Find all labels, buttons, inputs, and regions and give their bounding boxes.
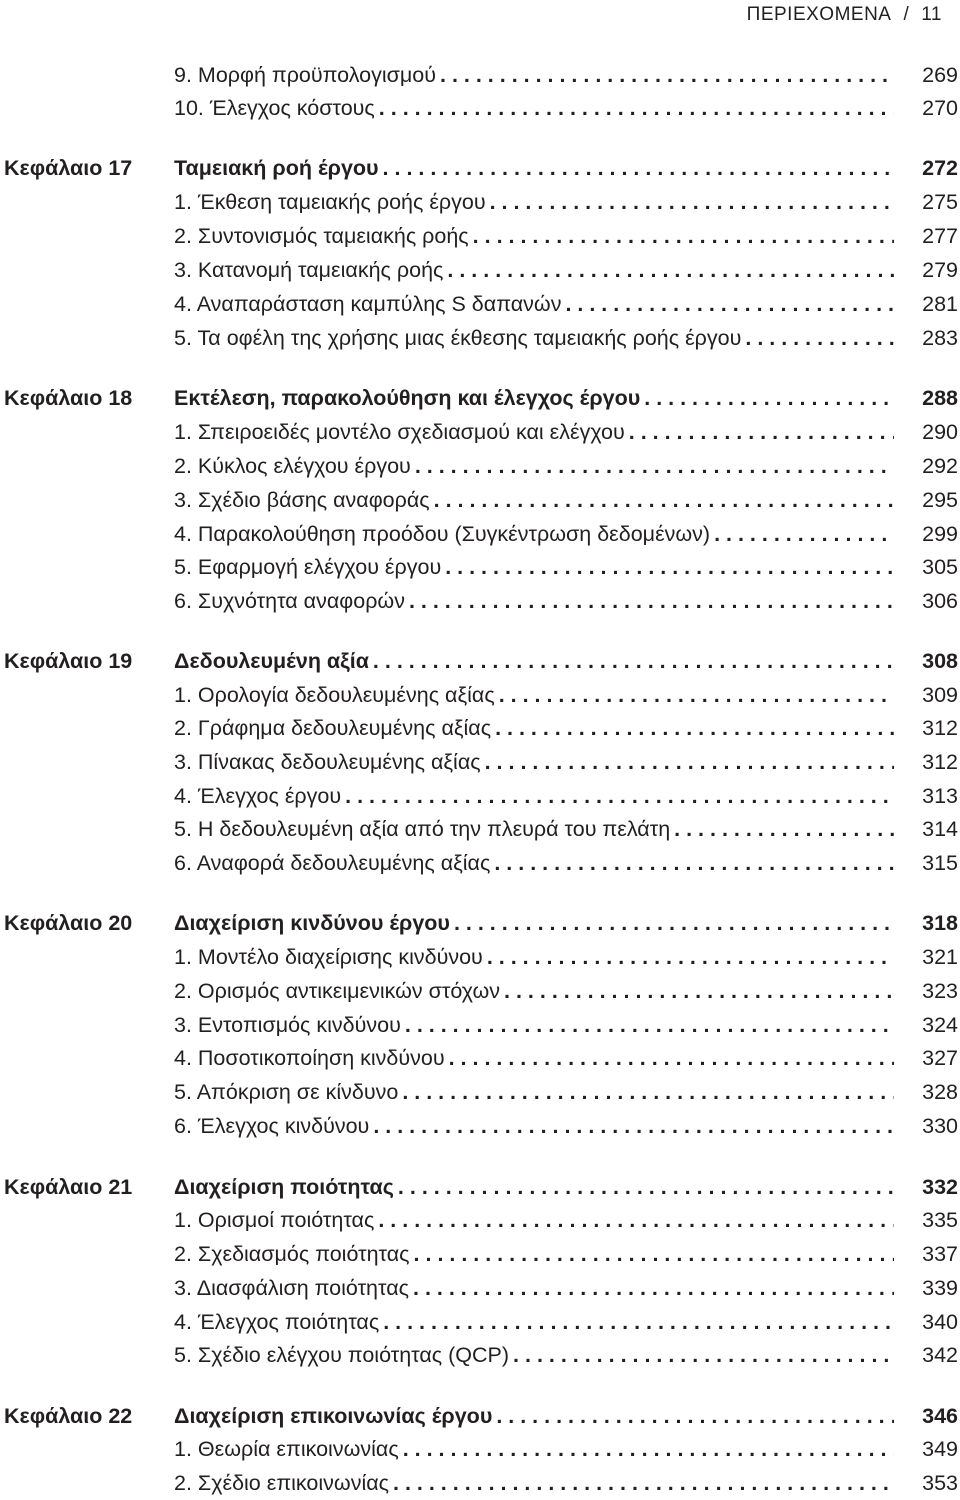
dot-leader: [490, 187, 894, 217]
dot-leader: [414, 1239, 894, 1269]
entry-page-number: 323: [922, 979, 958, 1003]
dot-leader: [504, 976, 894, 1006]
entry-title: 1. Ορισμοί ποιότητας: [174, 1208, 375, 1232]
toc-section-row: [0, 451, 960, 481]
entry-title: Διαχείριση κινδύνου έργου: [174, 911, 450, 935]
entry-page-number: 309: [922, 683, 958, 707]
toc-entry: [174, 485, 894, 515]
dot-leader: [378, 1205, 894, 1235]
toc-chapter-row: [0, 383, 960, 413]
entry-page-number: 312: [922, 716, 958, 740]
dot-leader: [413, 1273, 894, 1303]
toc-section-row: [0, 680, 960, 710]
entry-title: 4. Έλεγχος έργου: [174, 784, 342, 808]
dot-leader: [644, 383, 894, 413]
dot-leader: [415, 451, 894, 481]
dot-leader: [447, 255, 894, 285]
entry-title: Δεδουλευμένη αξία: [174, 649, 369, 673]
entry-title: 5. Εφαρμογή ελέγχου έργου: [174, 555, 442, 579]
entry-page-number: 295: [922, 488, 958, 512]
toc-section-row: [0, 1468, 960, 1498]
toc-entry: [174, 908, 894, 938]
entry-page-number: 277: [922, 224, 958, 248]
dot-leader: [409, 586, 894, 616]
entry-title: 6. Έλεγχος κινδύνου: [174, 1114, 370, 1138]
toc-section-row: [0, 1239, 960, 1269]
toc-entry: [174, 1172, 894, 1202]
entry-title: 1. Σπειροειδές μοντέλο σχεδιασμού και ελέγχου: [174, 420, 625, 444]
entry-page-number: 346: [922, 1404, 958, 1428]
toc-section-row: [0, 976, 960, 1006]
dot-leader: [440, 60, 894, 90]
dot-leader: [499, 680, 894, 710]
entry-title: 2. Κύκλος ελέγχου έργου: [174, 454, 411, 478]
toc-entry: [174, 417, 894, 447]
entry-page-number: 342: [922, 1343, 958, 1367]
entry-title: 3. Εντοπισμός κινδύνου: [174, 1013, 401, 1037]
dot-leader: [445, 552, 894, 582]
entry-title: Εκτέλεση, παρακολούθηση και έλεγχος έργου: [174, 386, 641, 410]
toc-chapter-row: [0, 1172, 960, 1202]
entry-page-number: 332: [922, 1175, 958, 1199]
toc-section-row: [0, 519, 960, 549]
toc-entry: [174, 1468, 894, 1498]
toc-section-row: [0, 1043, 960, 1073]
chapter-label: Κεφάλαιο 18: [4, 386, 133, 410]
dot-leader: [454, 908, 894, 938]
entry-title: 5. Η δεδουλευμένη αξία από την πλευρά του πελάτη: [174, 817, 671, 841]
toc-section-row: [0, 713, 960, 743]
toc-section-row: [0, 552, 960, 582]
entry-title: 1. Θεωρία επικοινωνίας: [174, 1437, 399, 1461]
toc-entry: [174, 814, 894, 844]
entry-page-number: 314: [922, 817, 958, 841]
dot-leader: [383, 1307, 894, 1337]
toc-entry: [174, 1010, 894, 1040]
toc-entry: [174, 781, 894, 811]
entry-page-number: 283: [922, 326, 958, 350]
dot-leader: [494, 848, 894, 878]
dot-leader: [402, 1077, 894, 1107]
toc-entry: [174, 1239, 894, 1269]
dot-leader: [473, 221, 894, 251]
header-separator: /: [903, 4, 910, 25]
toc-section-row: [0, 289, 960, 319]
dot-leader: [373, 646, 894, 676]
toc-section-row: [0, 1010, 960, 1040]
entry-page-number: 272: [922, 156, 958, 180]
entry-page-number: 340: [922, 1310, 958, 1334]
entry-page-number: 292: [922, 454, 958, 478]
toc-entry: [174, 221, 894, 251]
entry-title: 4. Παρακολούθηση προόδου (Συγκέντρωση δεδομένων): [174, 522, 711, 546]
toc-section-row: [0, 1307, 960, 1337]
toc-entry: [174, 153, 894, 183]
entry-page-number: 269: [922, 63, 958, 87]
dot-leader: [383, 153, 894, 183]
entry-title: 2. Σχέδιο επικοινωνίας: [174, 1471, 390, 1495]
toc-entry: [174, 1043, 894, 1073]
toc-section-row: [0, 221, 960, 251]
toc-entry: [174, 60, 894, 90]
entry-title: 1. Έκθεση ταμειακής ροής έργου: [174, 190, 486, 214]
toc-entry: [174, 586, 894, 616]
toc-entry: [174, 255, 894, 285]
toc-chapter-row: [0, 153, 960, 183]
entry-page-number: 305: [922, 555, 958, 579]
toc-entry: [174, 451, 894, 481]
toc-chapter-row: [0, 646, 960, 676]
dot-leader: [345, 781, 894, 811]
entry-page-number: 337: [922, 1242, 958, 1266]
entry-page-number: 281: [922, 292, 958, 316]
toc-entry: [174, 713, 894, 743]
dot-leader: [405, 1010, 894, 1040]
entry-page-number: 275: [922, 190, 958, 214]
toc-section-row: [0, 848, 960, 878]
entry-title: Διαχείριση επικοινωνίας έργου: [174, 1404, 493, 1428]
toc-entry: [174, 93, 894, 123]
toc-section-row: [0, 417, 960, 447]
toc-entry: [174, 519, 894, 549]
entry-page-number: 306: [922, 589, 958, 613]
entry-title: 3. Πίνακας δεδουλευμένης αξίας: [174, 750, 481, 774]
dot-leader: [403, 1434, 894, 1464]
entry-title: 9. Μορφή προϋπολογισμού: [174, 63, 437, 87]
dot-leader: [629, 417, 894, 447]
toc-entry: [174, 747, 894, 777]
dot-leader: [745, 323, 894, 353]
entry-page-number: 330: [922, 1114, 958, 1138]
toc-section-row: [0, 187, 960, 217]
entry-title: 1. Ορολογία δεδουλευμένης αξίας: [174, 683, 495, 707]
toc-section-row: [0, 1273, 960, 1303]
entry-title: 6. Αναφορά δεδουλευμένης αξίας: [174, 851, 491, 875]
entry-title: 2. Συντονισμός ταμειακής ροής: [174, 224, 469, 248]
toc-entry: [174, 187, 894, 217]
toc-chapter-row: [0, 908, 960, 938]
toc-entry: [174, 383, 894, 413]
toc-entry: [174, 1077, 894, 1107]
toc-section-row: [0, 485, 960, 515]
entry-title: 4. Έλεγχος ποιότητας: [174, 1310, 380, 1334]
dot-leader: [485, 747, 894, 777]
toc-section-row: [0, 1077, 960, 1107]
dot-leader: [487, 942, 894, 972]
toc-entry: [174, 646, 894, 676]
chapter-label: Κεφάλαιο 21: [4, 1175, 133, 1199]
toc-section-row: [0, 1434, 960, 1464]
entry-page-number: 339: [922, 1276, 958, 1300]
dot-leader: [449, 1043, 894, 1073]
entry-title: Διαχείριση ποιότητας: [174, 1175, 394, 1199]
entry-page-number: 324: [922, 1013, 958, 1037]
entry-page-number: 270: [922, 96, 958, 120]
dot-leader: [565, 289, 894, 319]
toc-section-row: [0, 586, 960, 616]
dot-leader: [393, 1468, 894, 1498]
toc-section-row: [0, 1340, 960, 1370]
entry-page-number: 308: [922, 649, 958, 673]
toc-entry: [174, 848, 894, 878]
entry-title: 3. Διασφάλιση ποιότητας: [174, 1276, 409, 1300]
toc-entry: [174, 976, 894, 1006]
entry-title: 6. Συχνότητα αναφορών: [174, 589, 405, 613]
entry-page-number: 312: [922, 750, 958, 774]
toc-entry: [174, 323, 894, 353]
toc-section-row: [0, 942, 960, 972]
entry-page-number: 279: [922, 258, 958, 282]
entry-title: 2. Γράφημα δεδουλευμένης αξίας: [174, 716, 492, 740]
entry-page-number: 318: [922, 911, 958, 935]
entry-page-number: 315: [922, 851, 958, 875]
entry-title: 2. Σχεδιασμός ποιότητας: [174, 1242, 410, 1266]
toc-entry: [174, 1434, 894, 1464]
toc-section-row: [0, 1111, 960, 1141]
toc-entry: [174, 1340, 894, 1370]
toc-section-row: [0, 255, 960, 285]
entry-title: 10. Έλεγχος κόστους: [174, 96, 375, 120]
toc-section-row: [0, 814, 960, 844]
entry-title: 3. Σχέδιο βάσης αναφοράς: [174, 488, 430, 512]
entry-title: 1. Μοντέλο διαχείρισης κινδύνου: [174, 945, 483, 969]
entry-page-number: 349: [922, 1437, 958, 1461]
toc-section-row: [0, 747, 960, 777]
entry-page-number: 288: [922, 386, 958, 410]
chapter-label: Κεφάλαιο 19: [4, 649, 133, 673]
dot-leader: [379, 93, 894, 123]
toc-entry: [174, 1205, 894, 1235]
toc-section-row: [0, 60, 960, 90]
toc-entry: [174, 680, 894, 710]
toc-entry: [174, 1307, 894, 1337]
chapter-label: Κεφάλαιο 22: [4, 1404, 133, 1428]
chapter-label: Κεφάλαιο 20: [4, 911, 133, 935]
running-head: [747, 4, 942, 26]
entry-page-number: 328: [922, 1080, 958, 1104]
toc-section-row: [0, 93, 960, 123]
dot-leader: [496, 1401, 894, 1431]
toc-section-row: [0, 781, 960, 811]
toc-entry: [174, 552, 894, 582]
toc-section-row: [0, 323, 960, 353]
dot-leader: [674, 814, 894, 844]
dot-leader: [513, 1340, 894, 1370]
dot-leader: [434, 485, 894, 515]
entry-page-number: 299: [922, 522, 958, 546]
chapter-label: Κεφάλαιο 17: [4, 156, 133, 180]
entry-title: 5. Απόκριση σε κίνδυνο: [174, 1080, 399, 1104]
entry-title: 5. Τα οφέλη της χρήσης μιας έκθεσης ταμειακής ροής έργου: [174, 326, 742, 350]
toc-chapter-row: [0, 1401, 960, 1431]
toc-entry: [174, 1111, 894, 1141]
toc-section-row: [0, 1205, 960, 1235]
toc-entry: [174, 942, 894, 972]
toc-entry: [174, 1273, 894, 1303]
dot-leader: [714, 519, 894, 549]
entry-page-number: 327: [922, 1046, 958, 1070]
entry-page-number: 313: [922, 784, 958, 808]
entry-page-number: 353: [922, 1471, 958, 1495]
entry-page-number: 335: [922, 1208, 958, 1232]
entry-page-number: 290: [922, 420, 958, 444]
toc-entry: [174, 1401, 894, 1431]
entry-title: 3. Κατανομή ταμειακής ροής: [174, 258, 444, 282]
page-number: 11: [921, 4, 942, 25]
dot-leader: [373, 1111, 894, 1141]
entry-title: Ταμειακή ροή έργου: [174, 156, 379, 180]
entry-title: 5. Σχέδιο ελέγχου ποιότητας (QCP): [174, 1343, 510, 1367]
entry-title: 4. Ποσοτικοποίηση κινδύνου: [174, 1046, 445, 1070]
section-title: ΠΕΡΙΕΧΟΜΕΝΑ: [746, 4, 892, 25]
dot-leader: [398, 1172, 894, 1202]
toc-entry: [174, 289, 894, 319]
entry-title: 2. Ορισμός αντικειμενικών στόχων: [174, 979, 501, 1003]
entry-page-number: 321: [922, 945, 958, 969]
dot-leader: [495, 713, 894, 743]
entry-title: 4. Αναπαράσταση καμπύλης S δαπανών: [174, 292, 562, 316]
